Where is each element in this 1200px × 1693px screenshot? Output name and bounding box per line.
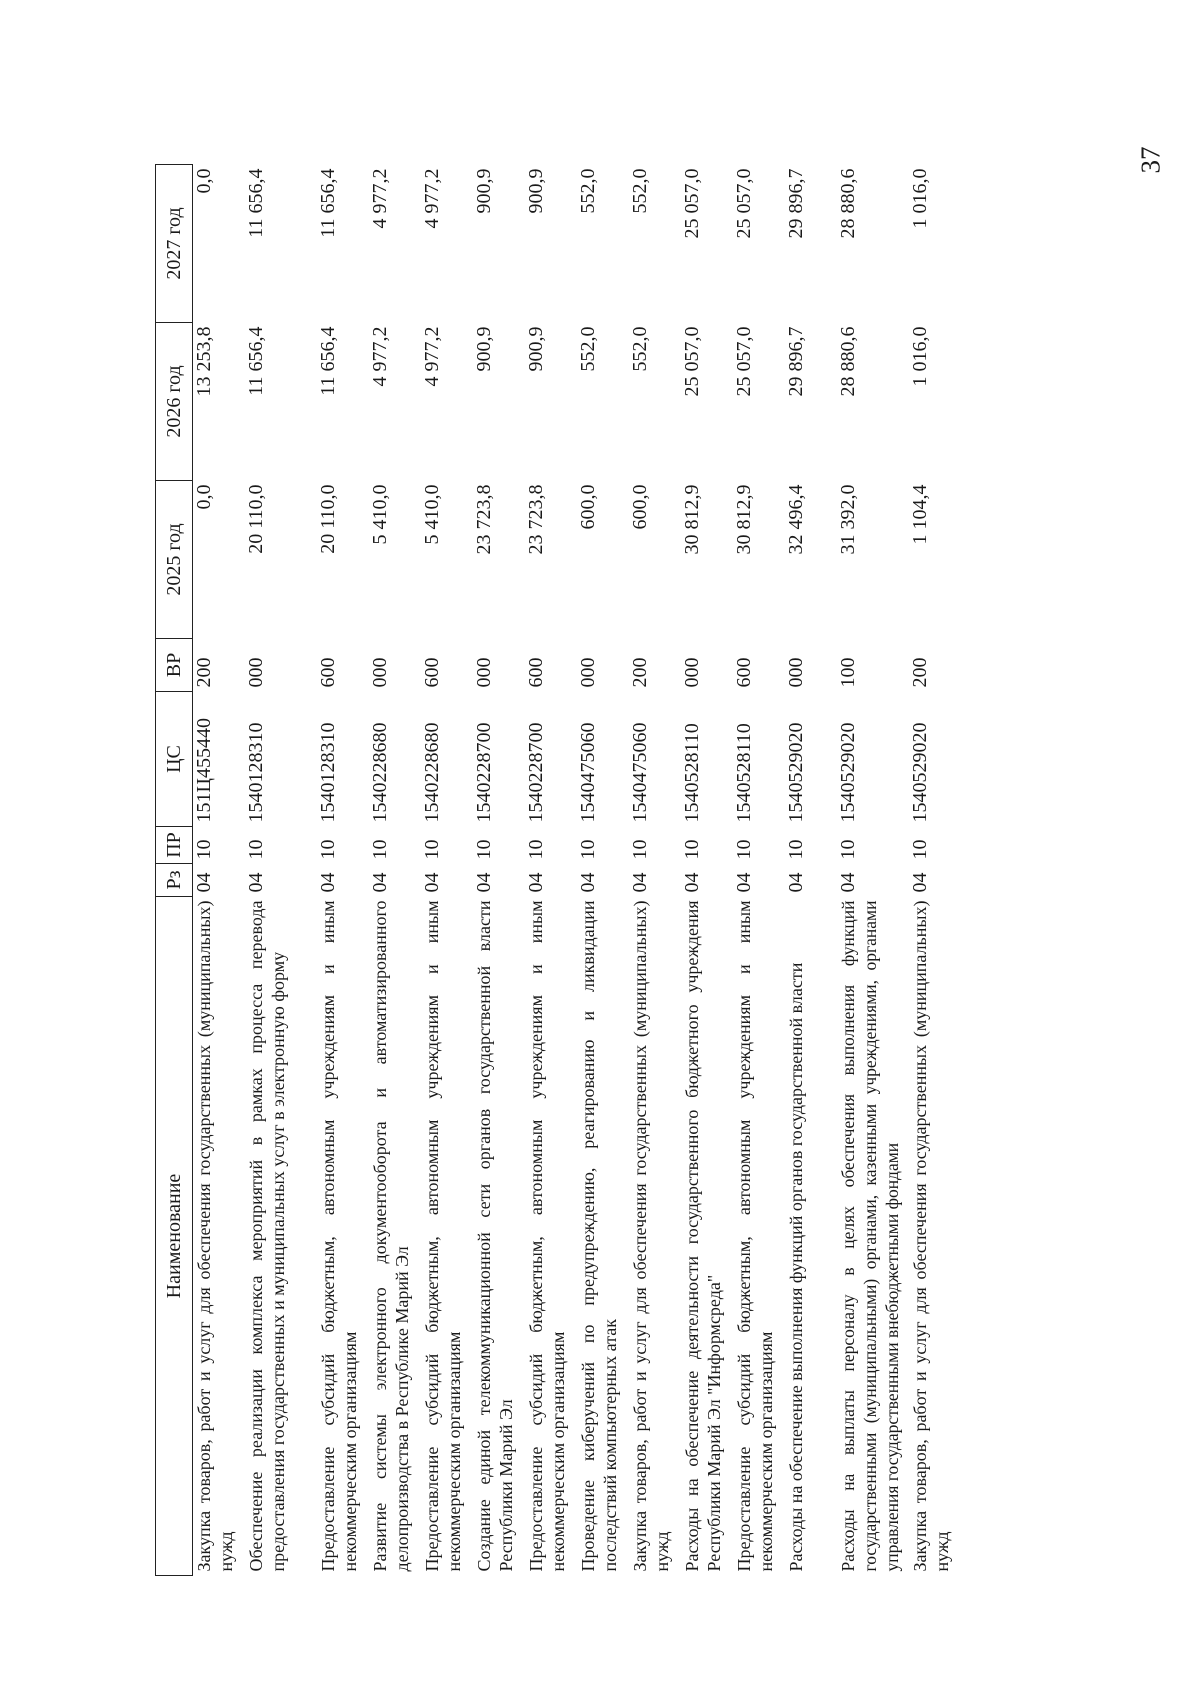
table-row bbox=[837, 165, 909, 1576]
row-pr: 10 bbox=[577, 839, 599, 860]
row-vr: 000 bbox=[577, 657, 599, 688]
row-2025: 5 410,0 bbox=[421, 484, 443, 545]
row-2025: 31 392,0 bbox=[837, 484, 859, 555]
row-rz: 04 bbox=[421, 872, 443, 893]
row-name: Закупка товаров, работ и услуг для обеспечения государственных (муниципальных) нужд bbox=[630, 900, 672, 1572]
row-cs: 151Ц455440 bbox=[193, 718, 215, 823]
row-rz: 04 bbox=[629, 872, 651, 893]
table-row bbox=[421, 165, 473, 1576]
table-row bbox=[577, 165, 629, 1576]
table-row bbox=[369, 165, 421, 1576]
row-rz: 04 bbox=[473, 872, 495, 893]
row-pr: 10 bbox=[317, 839, 339, 860]
row-name: Закупка товаров, работ и услуг для обеспечения государственных (муниципальных) нужд bbox=[910, 900, 952, 1572]
row-2027: 25 057,0 bbox=[681, 168, 703, 239]
row-rz: 04 bbox=[525, 872, 547, 893]
row-name: Расходы на обеспечение выполнения функций органов государственной власти bbox=[786, 962, 806, 1572]
header-vr: ВР bbox=[156, 639, 193, 692]
row-cs: 1540529020 bbox=[785, 722, 807, 823]
table-row bbox=[629, 165, 681, 1576]
row-cs: 1540228700 bbox=[473, 722, 495, 823]
header-name: Наименование bbox=[156, 897, 193, 1576]
row-cs: 1540528110 bbox=[681, 723, 703, 823]
row-2026: 900,9 bbox=[473, 326, 495, 372]
row-name: Обеспечение реализации комплекса мероприятий в рамках процесса перевода предоставления государственных и муниципальных услуг в электронную форму bbox=[246, 900, 288, 1572]
row-name: Развитие системы электронного документооборота и автоматизированного делопроизводства в Республике Марий Эл bbox=[370, 900, 412, 1572]
table-header-row bbox=[156, 165, 193, 1576]
row-2027: 25 057,0 bbox=[733, 168, 755, 239]
row-pr: 10 bbox=[629, 839, 651, 860]
row-pr: 10 bbox=[473, 839, 495, 860]
row-2026: 25 057,0 bbox=[681, 326, 703, 397]
header-pr: ПР bbox=[156, 827, 193, 864]
row-2027: 29 896,7 bbox=[785, 168, 807, 239]
row-pr: 10 bbox=[733, 839, 755, 860]
row-2026: 13 253,8 bbox=[193, 326, 215, 397]
row-cs: 1540475060 bbox=[577, 722, 599, 823]
row-2025: 32 496,4 bbox=[785, 484, 807, 555]
row-2027: 4 977,2 bbox=[369, 168, 391, 229]
row-vr: 000 bbox=[681, 657, 703, 688]
row-2027: 28 880,6 bbox=[837, 168, 859, 239]
row-rz: 04 bbox=[909, 872, 931, 893]
row-cs: 1540128310 bbox=[317, 722, 339, 823]
header-2025: 2025 год bbox=[156, 481, 193, 639]
row-name: Предоставление субсидий бюджетным, автономным учреждениям и иным некоммерческим организациям bbox=[318, 900, 360, 1572]
row-vr: 100 bbox=[837, 657, 859, 688]
row-2027: 552,0 bbox=[629, 168, 651, 214]
row-2027: 1 016,0 bbox=[909, 168, 931, 229]
row-2025: 0,0 bbox=[193, 484, 215, 510]
table-row bbox=[317, 165, 369, 1576]
row-2027: 900,9 bbox=[525, 168, 547, 214]
row-2026: 28 880,6 bbox=[837, 326, 859, 397]
row-vr: 600 bbox=[525, 657, 547, 688]
row-2026: 29 896,7 bbox=[785, 326, 807, 397]
row-name: Расходы на выплаты персоналу в целях обеспечения выполнения функций государственными (муниципальными) органами, казенными учреждениями, органами управления государственными внебюджетными фондами bbox=[838, 900, 902, 1572]
row-2025: 600,0 bbox=[577, 484, 599, 530]
row-cs: 1540529020 bbox=[909, 722, 931, 823]
row-vr: 200 bbox=[193, 657, 215, 688]
row-vr: 600 bbox=[733, 657, 755, 688]
page-number: 37 bbox=[1135, 146, 1166, 174]
row-2025: 1 104,4 bbox=[909, 484, 931, 545]
row-rz: 04 bbox=[837, 872, 859, 893]
row-2025: 5 410,0 bbox=[369, 484, 391, 545]
row-2025: 600,0 bbox=[629, 484, 651, 530]
row-vr: 000 bbox=[785, 657, 807, 688]
row-cs: 1540128310 bbox=[245, 722, 267, 823]
row-2027: 552,0 bbox=[577, 168, 599, 214]
row-pr: 10 bbox=[837, 839, 859, 860]
row-vr: 200 bbox=[909, 657, 931, 688]
row-pr: 10 bbox=[681, 839, 703, 860]
row-name: Предоставление субсидий бюджетным, автономным учреждениям и иным некоммерческим организациям bbox=[734, 900, 776, 1572]
row-2025: 23 723,8 bbox=[525, 484, 547, 555]
row-rz: 04 bbox=[577, 872, 599, 893]
row-2025: 30 812,9 bbox=[681, 484, 703, 555]
row-name: Предоставление субсидий бюджетным, автономным учреждениям и иным некоммерческим организациям bbox=[422, 900, 464, 1572]
header-2026: 2026 год bbox=[156, 323, 193, 481]
row-name: Закупка товаров, работ и услуг для обеспечения государственных (муниципальных) нужд bbox=[194, 900, 236, 1572]
row-2026: 25 057,0 bbox=[733, 326, 755, 397]
table-row bbox=[733, 165, 785, 1576]
table-row bbox=[525, 165, 577, 1576]
row-2027: 4 977,2 bbox=[421, 168, 443, 229]
table-row bbox=[473, 165, 525, 1576]
row-pr: 10 bbox=[369, 839, 391, 860]
row-2026: 4 977,2 bbox=[421, 326, 443, 387]
row-rz: 04 bbox=[681, 872, 703, 893]
row-rz: 04 bbox=[785, 872, 807, 893]
row-2027: 900,9 bbox=[473, 168, 495, 214]
row-name: Создание единой телекоммуникационной сети органов государственной власти Республики Марий Эл bbox=[474, 900, 516, 1572]
table-row bbox=[245, 165, 317, 1576]
row-cs: 1540529020 bbox=[837, 722, 859, 823]
row-cs: 1540228700 bbox=[525, 722, 547, 823]
row-2025: 20 110,0 bbox=[245, 484, 267, 554]
rotated-page-content bbox=[155, 166, 985, 1576]
row-pr: 10 bbox=[909, 839, 931, 860]
row-rz: 04 bbox=[193, 872, 215, 893]
row-cs: 1540228680 bbox=[369, 722, 391, 823]
row-2027: 11 656,4 bbox=[317, 168, 339, 238]
row-2026: 1 016,0 bbox=[909, 326, 931, 387]
row-vr: 600 bbox=[421, 657, 443, 688]
row-2026: 11 656,4 bbox=[317, 326, 339, 396]
row-name: Предоставление субсидий бюджетным, автономным учреждениям и иным некоммерческим организациям bbox=[526, 900, 568, 1572]
row-2025: 20 110,0 bbox=[317, 484, 339, 554]
row-pr: 10 bbox=[785, 839, 807, 860]
row-pr: 10 bbox=[421, 839, 443, 860]
table-row bbox=[785, 165, 837, 1576]
row-rz: 04 bbox=[245, 872, 267, 893]
row-rz: 04 bbox=[369, 872, 391, 893]
row-cs: 1540528110 bbox=[733, 723, 755, 823]
row-name: Проведение киберучений по предупреждению, реагированию и ликвидации последствий компьютерных атак bbox=[578, 900, 620, 1572]
row-2026: 900,9 bbox=[525, 326, 547, 372]
row-2026: 4 977,2 bbox=[369, 326, 391, 387]
row-vr: 000 bbox=[245, 657, 267, 688]
row-vr: 600 bbox=[317, 657, 339, 688]
header-rz: Рз bbox=[156, 864, 193, 897]
table-row bbox=[681, 165, 733, 1576]
budget-table bbox=[155, 164, 953, 1576]
table-row bbox=[909, 165, 953, 1576]
row-cs: 1540475060 bbox=[629, 722, 651, 823]
row-2025: 30 812,9 bbox=[733, 484, 755, 555]
row-rz: 04 bbox=[317, 872, 339, 893]
row-2027: 11 656,4 bbox=[245, 168, 267, 238]
row-2026: 552,0 bbox=[629, 326, 651, 372]
row-vr: 200 bbox=[629, 657, 651, 688]
row-pr: 10 bbox=[525, 839, 547, 860]
row-2027: 0,0 bbox=[193, 168, 215, 194]
row-2025: 23 723,8 bbox=[473, 484, 495, 555]
row-pr: 10 bbox=[245, 839, 267, 860]
row-cs: 1540228680 bbox=[421, 722, 443, 823]
header-cs: ЦС bbox=[156, 692, 193, 827]
row-2026: 552,0 bbox=[577, 326, 599, 372]
row-rz: 04 bbox=[733, 872, 755, 893]
row-pr: 10 bbox=[193, 839, 215, 860]
row-vr: 000 bbox=[473, 657, 495, 688]
row-vr: 000 bbox=[369, 657, 391, 688]
row-name: Расходы на обеспечение деятельности государственного бюджетного учреждения Республики Марий Эл "Информсреда" bbox=[682, 900, 724, 1572]
table-row bbox=[193, 165, 246, 1576]
row-2026: 11 656,4 bbox=[245, 326, 267, 396]
header-2027: 2027 год bbox=[156, 165, 193, 323]
